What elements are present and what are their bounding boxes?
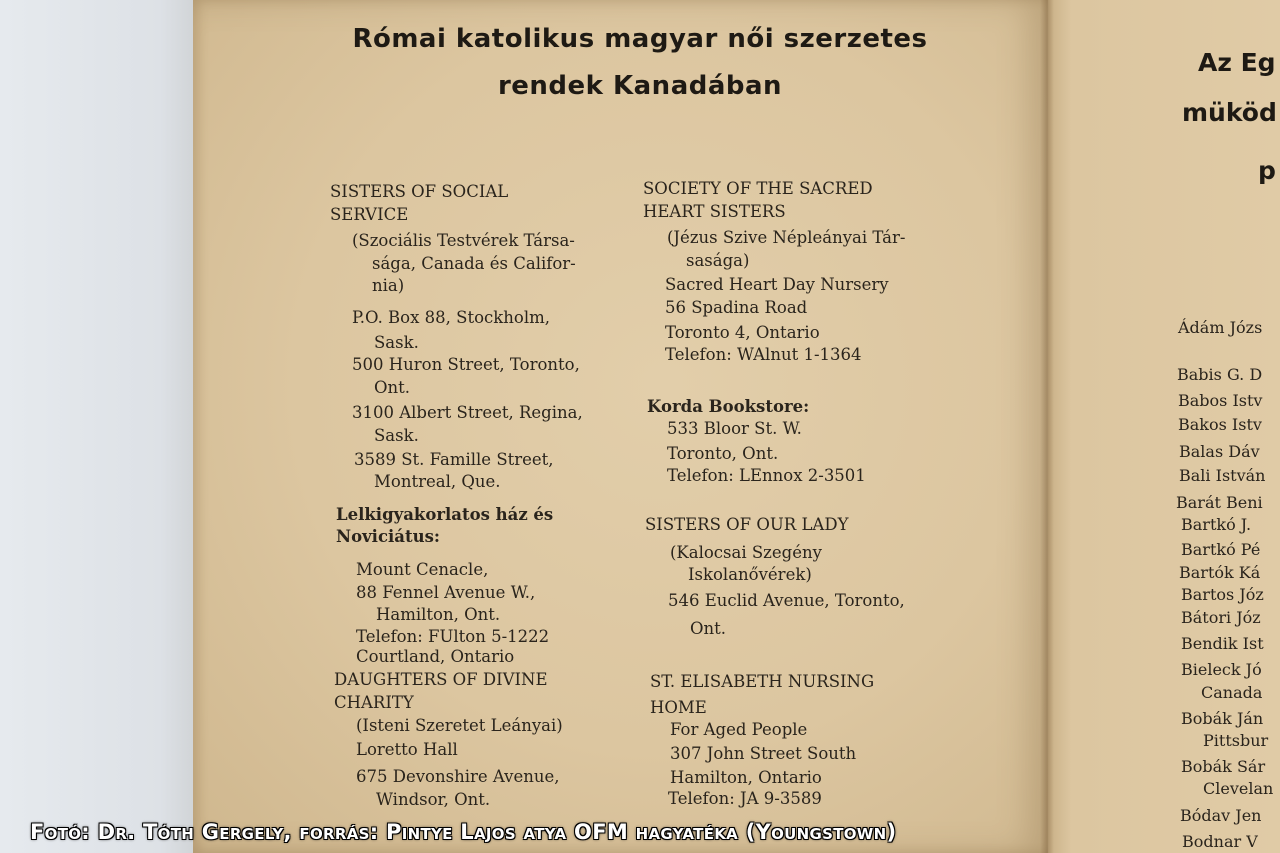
page-title-line-1: Római katolikus magyar női szerzetes (352, 24, 928, 54)
order-heading: HEART SISTERS (643, 202, 786, 221)
section-heading: Lelkigyakorlatos ház és (336, 505, 554, 524)
order-heading: DAUGHTERS OF DIVINE (334, 670, 548, 689)
address-line: Ont. (374, 378, 411, 397)
address-line: Courtland, Ontario (356, 647, 515, 666)
order-subtitle: (Kalocsai Szegény (670, 543, 822, 562)
name-entry: Bartkó J. (1181, 515, 1252, 534)
name-entry: Bátori Józ (1181, 608, 1261, 627)
address-line: 56 Spadina Road (665, 298, 808, 317)
name-entry: Bakos Istv (1178, 415, 1262, 434)
name-entry: Bendik Ist (1181, 634, 1264, 653)
right-page-title: Az Eg (1198, 48, 1276, 77)
book-gutter (1040, 0, 1054, 853)
name-entry: Barát Beni (1176, 493, 1263, 512)
name-entry: Bartkó Pé (1181, 540, 1261, 559)
address-line: 3100 Albert Street, Regina, (352, 403, 583, 422)
name-entry: Ádám Józs (1178, 318, 1263, 337)
name-entry: Balas Dáv (1179, 442, 1260, 461)
phone-line: Telefon: WAlnut 1-1364 (665, 345, 862, 364)
right-page-title: p (1258, 156, 1276, 185)
name-entry: Clevelan (1203, 779, 1274, 798)
name-entry: Babis G. D (1177, 365, 1263, 384)
address-line: Hamilton, Ontario (670, 768, 822, 787)
order-heading: SOCIETY OF THE SACRED (643, 179, 873, 198)
address-line: 88 Fennel Avenue W., (356, 583, 536, 602)
order-heading: ST. ELISABETH NURSING (650, 672, 875, 691)
book-page-left (193, 0, 1048, 853)
name-entry: Bartos Józ (1181, 585, 1264, 604)
order-heading: SISTERS OF OUR LADY (645, 515, 849, 534)
address-line: Mount Cenacle, (356, 560, 489, 579)
right-page-title: müköd (1182, 98, 1277, 127)
order-subtitle: sága, Canada és Califor- (372, 254, 576, 273)
order-heading: SISTERS OF SOCIAL (330, 182, 509, 201)
address-line: Montreal, Que. (374, 472, 501, 491)
address-line: 546 Euclid Avenue, Toronto, (668, 591, 905, 610)
section-heading: Korda Bookstore: (647, 397, 810, 416)
name-entry: Pittsbur (1203, 731, 1269, 750)
order-heading: HOME (650, 698, 707, 717)
order-heading: CHARITY (334, 693, 414, 712)
name-entry: Bali István (1179, 466, 1266, 485)
phone-line: Telefon: FUlton 5-1222 (356, 627, 550, 646)
name-entry: Bartók Ká (1179, 563, 1261, 582)
address-line: 500 Huron Street, Toronto, (352, 355, 580, 374)
address-line: For Aged People (670, 720, 808, 739)
address-line: Windsor, Ont. (376, 790, 491, 809)
address-line: 533 Bloor St. W. (667, 419, 802, 438)
name-entry: Bobák Ján (1181, 709, 1264, 728)
name-entry: Bobák Sár (1181, 757, 1266, 776)
address-line: 3589 St. Famille Street, (354, 450, 554, 469)
address-line: Toronto, Ont. (667, 444, 779, 463)
address-line: Ont. (690, 619, 727, 638)
address-line: Sask. (374, 426, 419, 445)
address-line: 307 John Street South (670, 744, 857, 763)
section-heading: Noviciátus: (336, 527, 440, 546)
name-entry: Babos Istv (1178, 391, 1263, 410)
background-left (0, 0, 200, 853)
address-line: 675 Devonshire Avenue, (356, 767, 560, 786)
order-subtitle: (Jézus Szive Népleányai Tár- (667, 228, 906, 247)
phone-line: Telefon: LEnnox 2-3501 (667, 466, 866, 485)
address-line: Hamilton, Ont. (376, 605, 501, 624)
address-line: Loretto Hall (356, 740, 458, 759)
name-entry: Bódav Jen (1180, 806, 1262, 825)
page-title-line-2: rendek Kanadában (497, 71, 783, 101)
order-heading: SERVICE (330, 205, 409, 224)
address-line: P.O. Box 88, Stockholm, (352, 308, 550, 327)
order-subtitle: (Szociális Testvérek Társa- (352, 231, 575, 250)
order-subtitle: sasága) (686, 251, 750, 270)
address-line: Sask. (374, 333, 419, 352)
address-line: Sacred Heart Day Nursery (665, 275, 889, 294)
phone-line: Telefon: JA 9-3589 (668, 789, 822, 808)
order-subtitle: Iskolanővérek) (688, 565, 812, 584)
order-subtitle: nia) (372, 276, 405, 295)
order-subtitle: (Isteni Szeretet Leányai) (356, 716, 563, 735)
name-entry: Canada (1201, 683, 1263, 702)
address-line: Toronto 4, Ontario (665, 323, 820, 342)
name-entry: Bodnar V (1182, 832, 1258, 851)
photo-credit: Fotó: Dr. Tóth Gergely, forrás: Pintye Lajos atya OFM hagyatéka (Youngstown) (30, 820, 897, 844)
name-entry: Bieleck Jó (1181, 660, 1262, 679)
